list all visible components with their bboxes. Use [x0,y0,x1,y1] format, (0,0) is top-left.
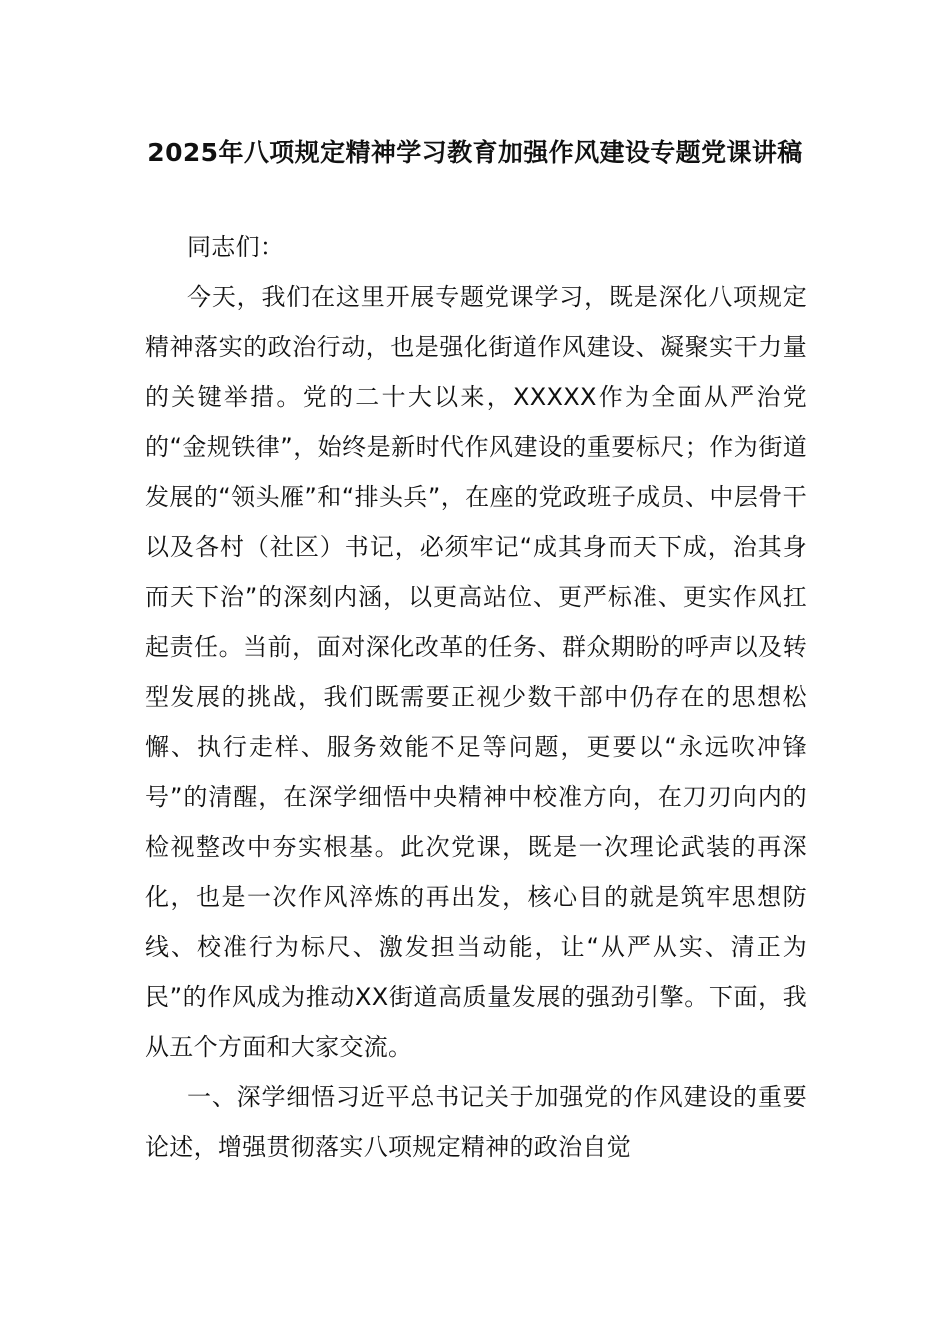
document-body [145,222,807,1172]
section-heading-1: 一、深学细悟习近平总书记关于加强党的作风建设的重要论述，增强贯彻落实八项规定精神的政治自觉 [145,1083,807,1161]
document-title: 2025年八项规定精神学习教育加强作风建设专题党课讲稿 [147,138,803,167]
greeting-paragraph: 同志们： [187,233,285,261]
intro-paragraph: 今天，我们在这里开展专题党课学习，既是深化八项规定精神落实的政治行动，也是强化街道作风建设、凝聚实干力量的关键举措。党的二十大以来，XXXXX作为全面从严治党的“金规铁律”，始终是新时代作风建设的重要标尺；作为街道发展的“领头雁”和“排头兵”，在座的党政班子成员、中层骨干以及各村（社区）书记，必须牢记“成其身而天下成，治其身而天下治”的深刻内涵，以更高站位、更严标准、更实作风扛起责任。当前，面对深化改革的任务、群众期盼的呼声以及转型发展的挑战，我们既需要正视少数干部中仍存在的思想松懈、执行走样、服务效能不足等问题，更要以“永远吹冲锋号”的清醒，在深学细悟中央精神中校准方向，在刀刃向内的检视整改中夯实根基。此次党课，既是一次理论武装的再深化，也是一次作风淬炼的再出发，核心目的就是筑牢思想防线、校准行为标尺、激发担当动能，让“从严从实、清正为民”的作风成为推动XX街道高质量发展的强劲引擎。下面，我从五个方面和大家交流。 [145,283,807,1061]
